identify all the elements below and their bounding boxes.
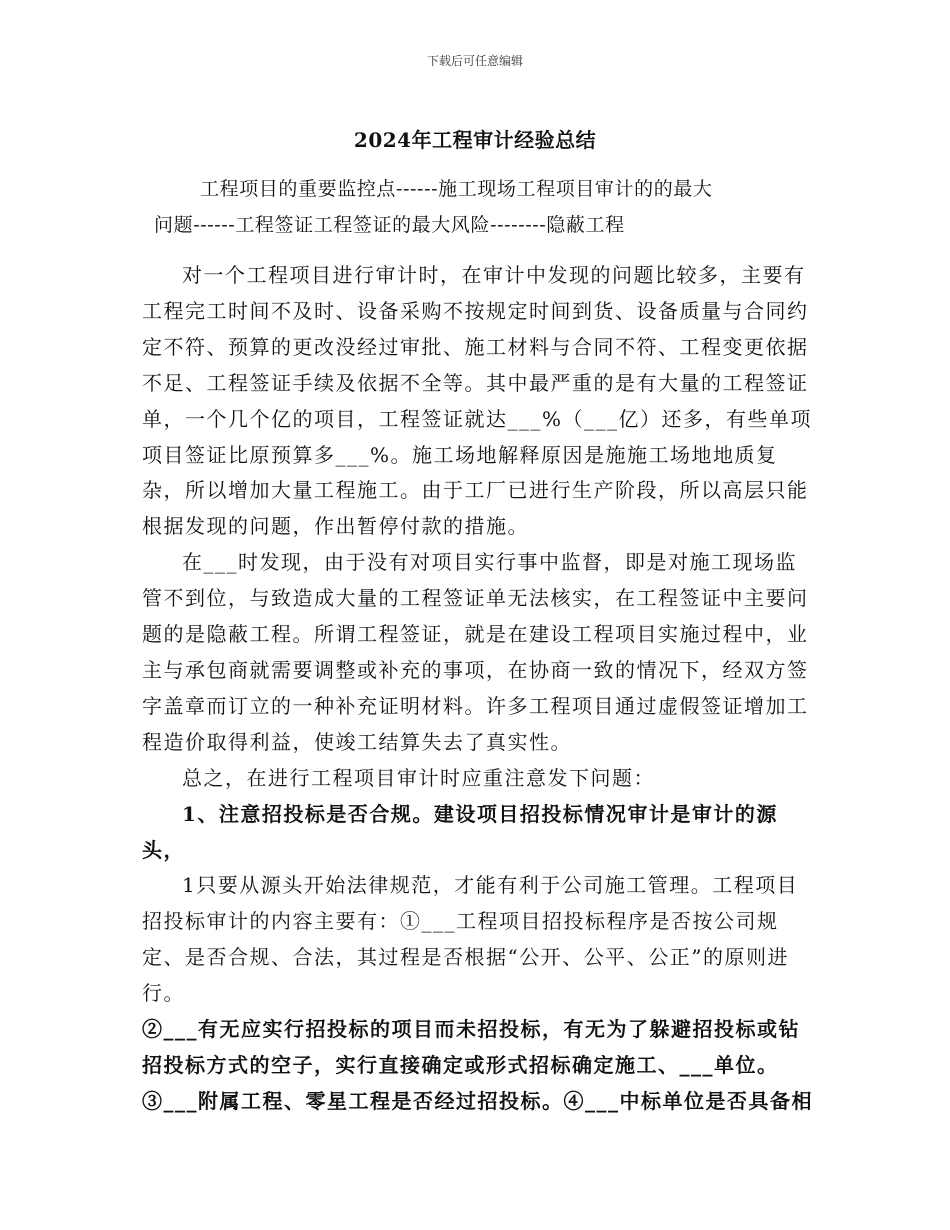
paragraph-audit-problems: 对一个工程项目进行审计时，在审计中发现的问题比较多，主要有工程完工时间不及时、设备采购不按规定时间到货、设备质量与合同约定不符、预算的更改没经过审批、施工材料与合同不符、工程变更依据不足、工程签证手续及依据不全等。其中最严重的是有大量的工程签证单，一个几个亿的项目，工程签证就达___%（___亿）还多，有些单项项目签证比原预算多___%。施工场地解释原因是施施工场地地质复杂，所以增加大量工程施工。由于工厂已进行生产阶段，所以高层只能根据发现的问题，作出暂停付款的措施。 [142, 263, 813, 539]
subtitle-line-1: 工程项目的重要监控点------施工现场工程项目审计的的最大 [200, 178, 713, 200]
header-note: 下载后可任意编辑 [426, 54, 523, 68]
paragraph-point-1-heading: 1、注意招投标是否合规。建设项目招投标情况审计是审计的源头， [142, 801, 778, 862]
paragraph-bidding-audit: 1只要从源头开始法律规范，才能有利于公司施工管理。工程项目招投标审计的内容主要有：①___工程项目招投标程序是否按公司规定、是否合规、合法，其过程是否根据“公开、公平、公正”的原则进行。 [142, 873, 799, 1006]
document-body [142, 258, 816, 1120]
paragraph-bidding-checks: ②___有无应实行招投标的项目而未招投标，有无为了躲避招投标或钻招投标方式的空子，实行直接确定或形式招标确定施工、___单位。③___附属工程、零星工程是否经过招投标。④___中标单位是否具备相 [142, 1017, 813, 1113]
subtitle-line-2: 问题------工程签证工程签证的最大风险--------隐蔽工程 [154, 214, 625, 236]
paragraph-summary-intro: 总之，在进行工程项目审计时应重注意发下问题： [182, 765, 655, 790]
document-title: 2024年工程审计经验总结 [353, 128, 597, 152]
paragraph-concealed-works: 在___时发现，由于没有对项目实行事中监督，即是对施工现场监管不到位，与致造成大量的工程签证单无法核实，在工程签证中主要问题的是隐蔽工程。所谓工程签证，就是在建设工程项目实施过程中，业主与承包商就需要调整或补充的事项，在协商一致的情况下，经双方签字盖章而订立的一种补充证明材料。许多工程项目通过虚假签证增加工程造价取得利益，使竣工结算失去了真实性。 [142, 550, 809, 754]
